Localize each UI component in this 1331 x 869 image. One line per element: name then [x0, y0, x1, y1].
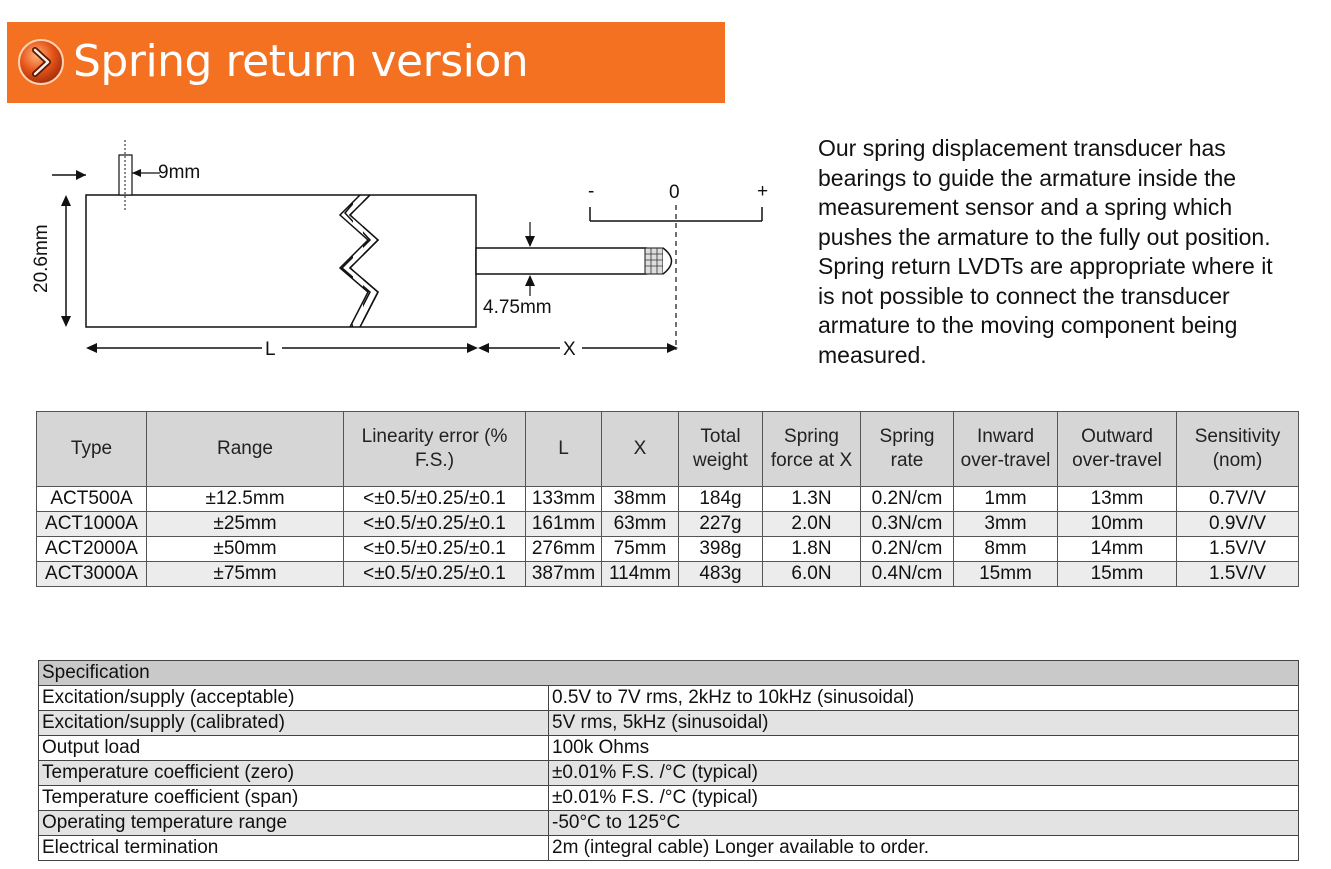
table-cell: 161mm — [526, 512, 602, 537]
models-table — [36, 411, 1299, 587]
table-cell: 0.9V/V — [1177, 512, 1299, 537]
table-cell: ±50mm — [147, 537, 344, 562]
table-cell: 0.3N/cm — [861, 512, 954, 537]
spec-title: Specification — [39, 661, 1299, 686]
table-cell: <±0.5/±0.25/±0.1 — [344, 537, 526, 562]
table-cell: 2.0N — [763, 512, 861, 537]
specification-table — [38, 660, 1299, 861]
spec-label: Temperature coefficient (span) — [39, 786, 549, 811]
spec-row — [39, 811, 1299, 836]
spec-label: Excitation/supply (acceptable) — [39, 686, 549, 711]
table-cell: 227g — [679, 512, 763, 537]
spec-label: Operating temperature range — [39, 811, 549, 836]
spec-row — [39, 836, 1299, 861]
table-cell: ±12.5mm — [147, 487, 344, 512]
table-cell: <±0.5/±0.25/±0.1 — [344, 562, 526, 587]
table-cell: 3mm — [954, 512, 1058, 537]
spec-title-row — [39, 661, 1299, 686]
table-cell: 276mm — [526, 537, 602, 562]
table-cell: 1.8N — [763, 537, 861, 562]
spec-value: ±0.01% F.S. /°C (typical) — [549, 786, 1299, 811]
table-cell: 114mm — [602, 562, 679, 587]
section-banner — [7, 22, 725, 103]
scale-minus: - — [588, 181, 595, 202]
table-cell: 38mm — [602, 487, 679, 512]
table-cell: 184g — [679, 487, 763, 512]
spec-value: 0.5V to 7V rms, 2kHz to 10kHz (sinusoidal) — [549, 686, 1299, 711]
table-row — [37, 512, 1299, 537]
table-cell: ±25mm — [147, 512, 344, 537]
column-header: Linearity error (% F.S.) — [344, 412, 526, 487]
spec-row — [39, 686, 1299, 711]
table-cell: 398g — [679, 537, 763, 562]
table-cell: 14mm — [1058, 537, 1177, 562]
product-description: Our spring displacement transducer has bearings to guide the armature inside the measurement sensor and a spring which pushes the armature to the fully out position. Spring return LVDTs are appropriate where it is not possible to connect the transducer armature to the moving component being measured. — [818, 135, 1273, 368]
table-cell: 8mm — [954, 537, 1058, 562]
column-header: Total weight — [679, 412, 763, 487]
spec-value: 5V rms, 5kHz (sinusoidal) — [549, 711, 1299, 736]
table-cell: 15mm — [1058, 562, 1177, 587]
table-cell: 133mm — [526, 487, 602, 512]
lvdt-dimension-diagram — [0, 120, 800, 380]
label-height: 20.6mm — [31, 224, 52, 293]
label-X: X — [563, 339, 576, 360]
spec-value: 2m (integral cable) Longer available to order. — [549, 836, 1299, 861]
table-cell: 13mm — [1058, 487, 1177, 512]
spec-label: Output load — [39, 736, 549, 761]
column-header: Inward over-travel — [954, 412, 1058, 487]
table-cell: 63mm — [602, 512, 679, 537]
spec-label: Excitation/supply (calibrated) — [39, 711, 549, 736]
table-cell: ACT2000A — [37, 537, 147, 562]
table-cell: ACT3000A — [37, 562, 147, 587]
spec-label: Temperature coefficient (zero) — [39, 761, 549, 786]
spec-row — [39, 736, 1299, 761]
column-header: Range — [147, 412, 344, 487]
banner-title: Spring return version — [73, 36, 529, 87]
column-header: Spring rate — [861, 412, 954, 487]
column-header: Type — [37, 412, 147, 487]
table-cell: 0.2N/cm — [861, 487, 954, 512]
label-L: L — [265, 339, 276, 360]
transducer-body — [86, 195, 476, 327]
table-cell: 483g — [679, 562, 763, 587]
column-header: X — [602, 412, 679, 487]
table-cell: ACT1000A — [37, 512, 147, 537]
table-cell: 10mm — [1058, 512, 1177, 537]
table-cell: 0.7V/V — [1177, 487, 1299, 512]
spec-row — [39, 711, 1299, 736]
table-cell: <±0.5/±0.25/±0.1 — [344, 487, 526, 512]
table-cell: 1mm — [954, 487, 1058, 512]
spec-value: 100k Ohms — [549, 736, 1299, 761]
column-header: Spring force at X — [763, 412, 861, 487]
table-row — [37, 487, 1299, 512]
table-cell: 0.2N/cm — [861, 537, 954, 562]
column-header: L — [526, 412, 602, 487]
chevron-right-icon — [17, 38, 65, 86]
table-cell: 0.4N/cm — [861, 562, 954, 587]
table-row — [37, 562, 1299, 587]
scale-zero: 0 — [669, 182, 680, 203]
label-armature: 4.75mm — [483, 297, 552, 318]
table-cell: 6.0N — [763, 562, 861, 587]
table-cell: <±0.5/±0.25/±0.1 — [344, 512, 526, 537]
table-cell: 1.5V/V — [1177, 562, 1299, 587]
table-cell: 75mm — [602, 537, 679, 562]
scale-plus: + — [757, 181, 769, 202]
spec-value: ±0.01% F.S. /°C (typical) — [549, 761, 1299, 786]
table-cell: ACT500A — [37, 487, 147, 512]
table-row — [37, 537, 1299, 562]
table-cell: ±75mm — [147, 562, 344, 587]
spec-label: Electrical termination — [39, 836, 549, 861]
spec-row — [39, 786, 1299, 811]
column-header: Sensitivity (nom) — [1177, 412, 1299, 487]
table-cell: 1.5V/V — [1177, 537, 1299, 562]
label-9mm: 9mm — [158, 162, 201, 183]
table-cell: 1.3N — [763, 487, 861, 512]
spec-value: -50°C to 125°C — [549, 811, 1299, 836]
table-cell: 387mm — [526, 562, 602, 587]
models-table-header-row — [37, 412, 1299, 487]
column-header: Outward over-travel — [1058, 412, 1177, 487]
table-cell: 15mm — [954, 562, 1058, 587]
spec-row — [39, 761, 1299, 786]
